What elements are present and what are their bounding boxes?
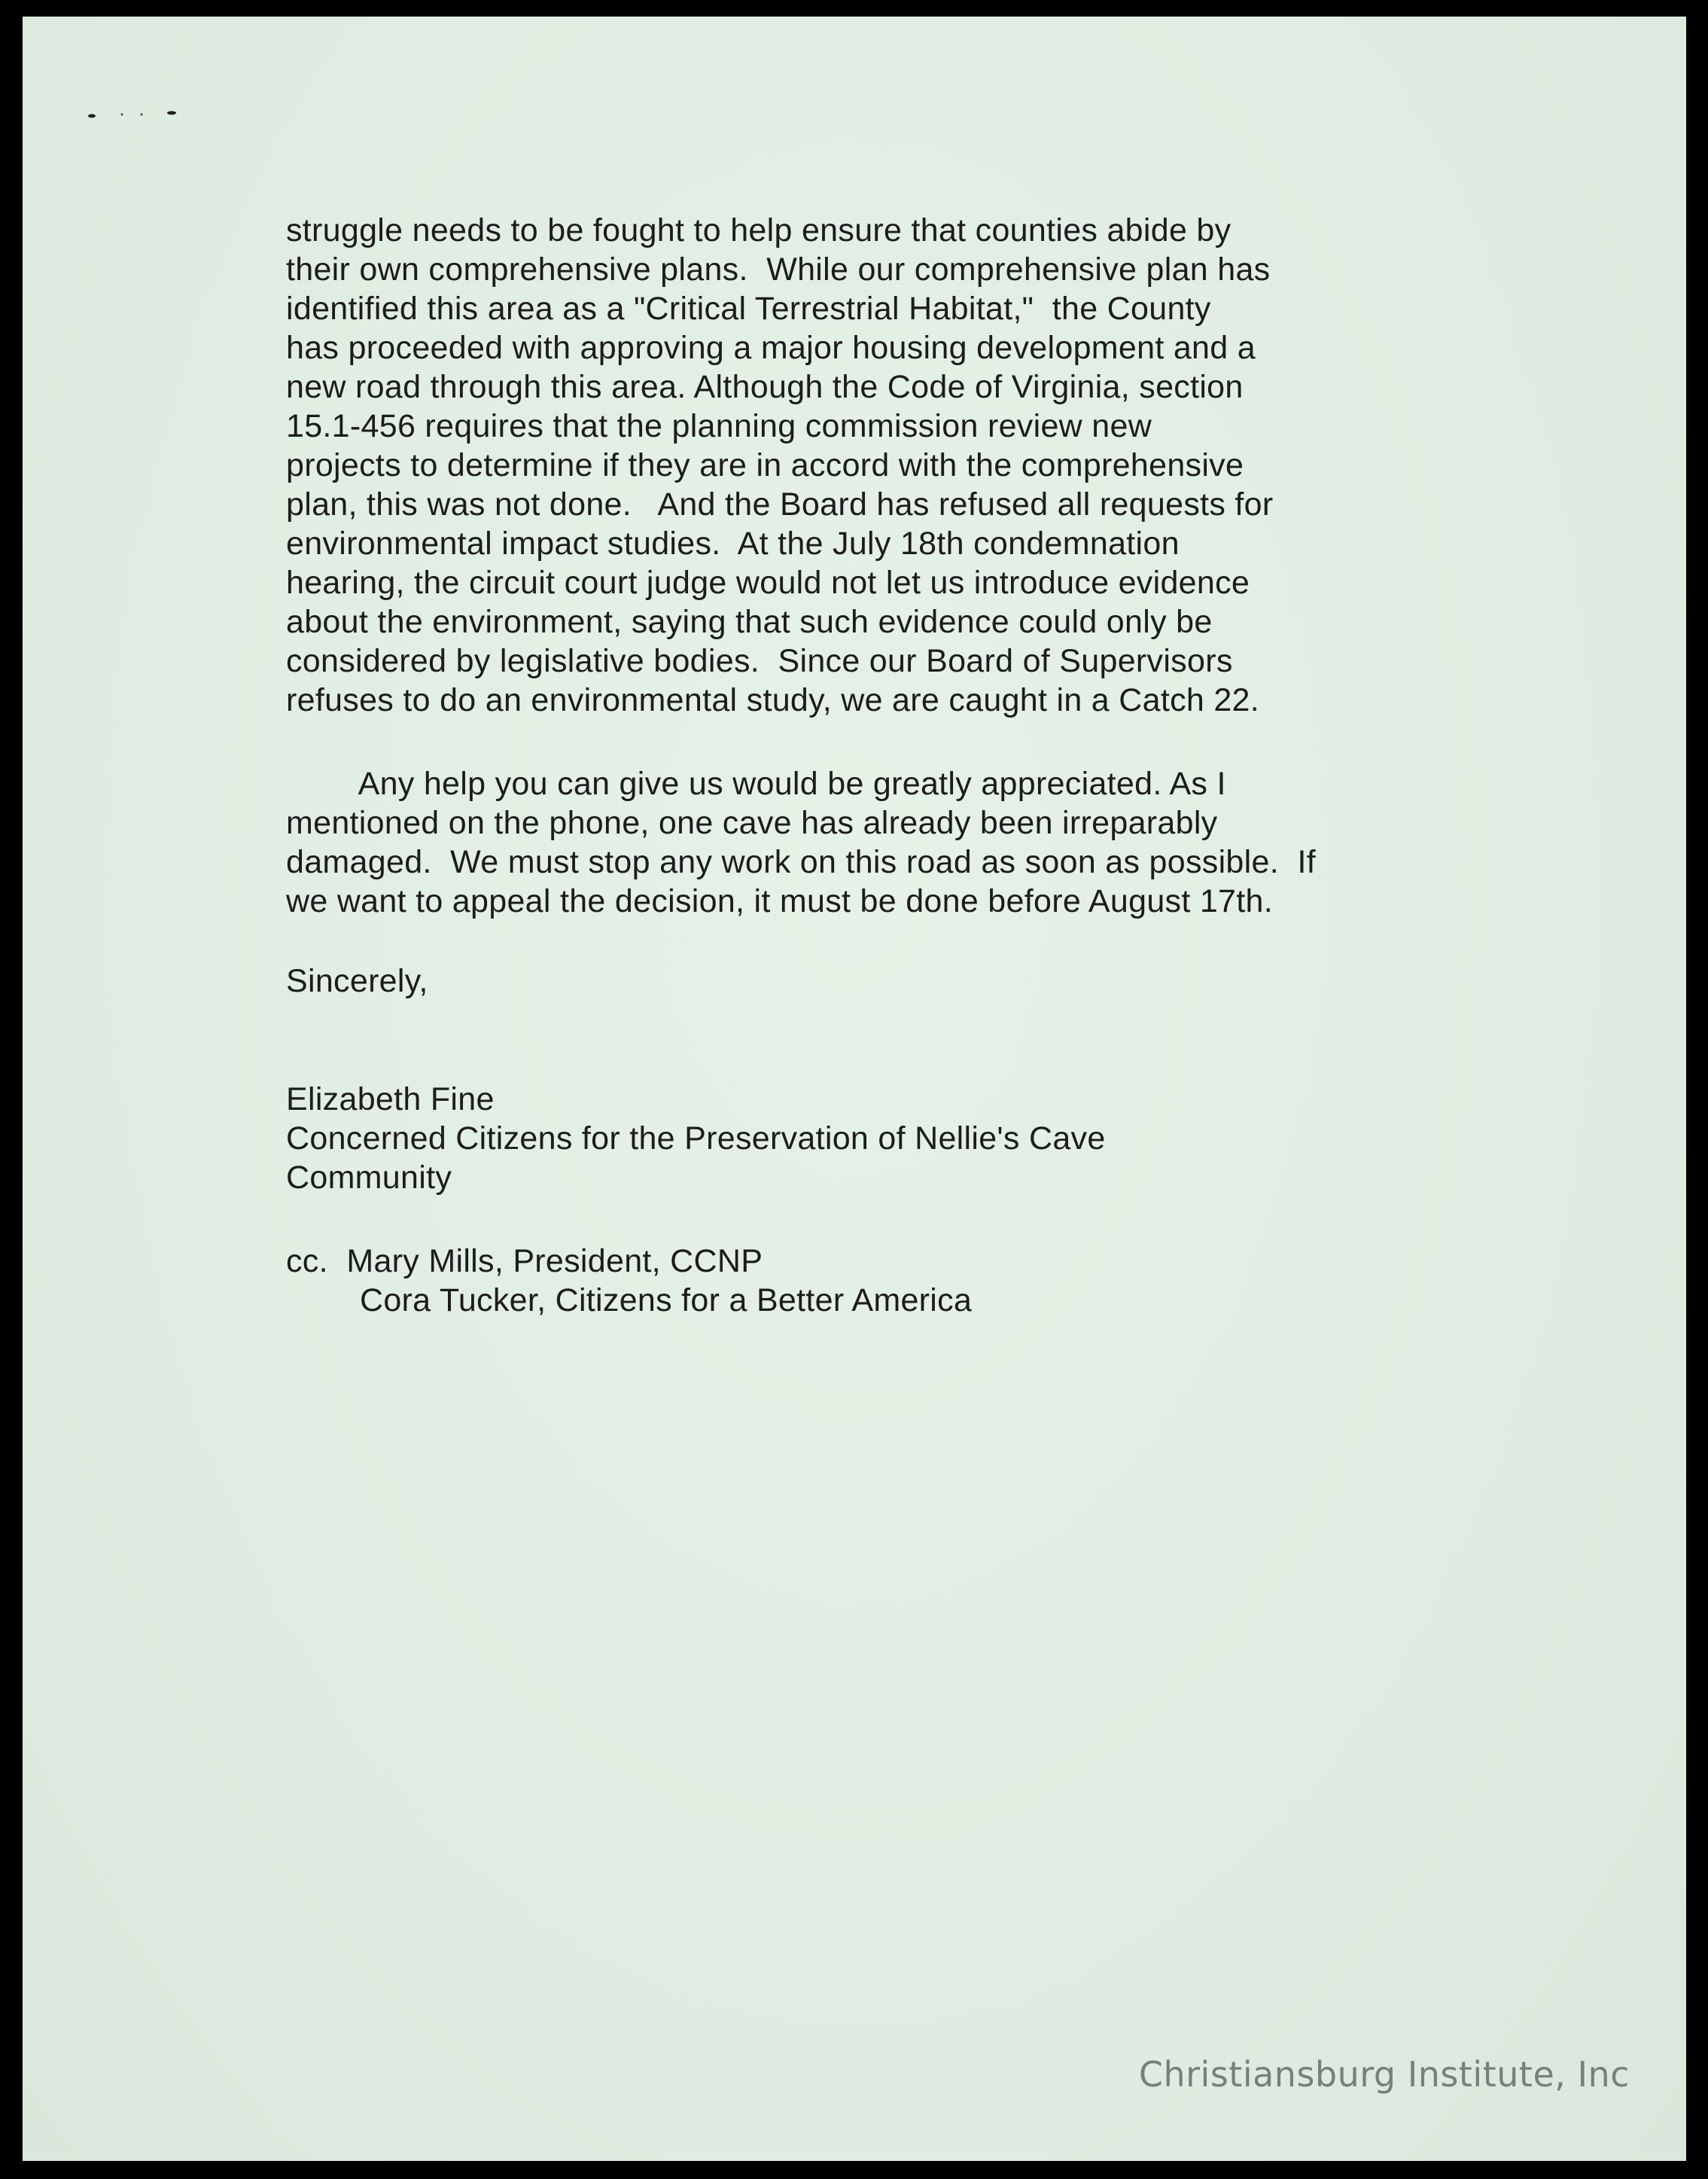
body-line: 15.1-456 requires that the planning commission review new: [286, 408, 1152, 444]
body-line: new road through this area. Although the Code of Virginia, section: [286, 369, 1244, 405]
body-line: has proceeded with approving a major housing development and a: [286, 330, 1256, 366]
body-line: struggle needs to be fought to help ensure that counties abide by: [286, 212, 1232, 248]
body-line: considered by legislative bodies. Since our Board of Supervisors: [286, 643, 1233, 679]
cc-line: Cora Tucker, Citizens for a Better America: [286, 1282, 973, 1318]
signer-organization-cont: Community: [286, 1160, 452, 1196]
body-line: about the environment, saying that such evidence could only be: [286, 604, 1213, 640]
closing: Sincerely,: [286, 963, 428, 999]
signer-organization: Concerned Citizens for the Preservation of Nellie's Cave: [286, 1120, 1106, 1157]
body-line: hearing, the circuit court judge would not let us introduce evidence: [286, 565, 1250, 601]
body-line: projects to determine if they are in accord with the comprehensive: [286, 447, 1244, 483]
punch-marks: [83, 93, 188, 123]
body-line: mentioned on the phone, one cave has already been irreparably: [286, 805, 1218, 841]
letter-page: [23, 17, 1686, 2161]
body-line: we want to appeal the decision, it must be done before August 17th.: [286, 883, 1273, 919]
body-line: their own comprehensive plans. While our comprehensive plan has: [286, 251, 1271, 288]
signer-name: Elizabeth Fine: [286, 1081, 495, 1117]
archive-watermark: Christiansburg Institute, Inc: [1138, 2054, 1630, 2095]
body-line: Any help you can give us would be greatly appreciated. As I: [286, 766, 1226, 802]
body-line: plan, this was not done. And the Board has refused all requests for: [286, 486, 1274, 523]
body-line: refuses to do an environmental study, we are caught in a Catch 22.: [286, 682, 1260, 718]
body-line: damaged. We must stop any work on this road as soon as possible. If: [286, 844, 1316, 880]
cc-line: cc. Mary Mills, President, CCNP: [286, 1243, 763, 1279]
body-line: identified this area as a "Critical Terrestrial Habitat," the County: [286, 291, 1211, 327]
body-line: environmental impact studies. At the July 18th condemnation: [286, 526, 1180, 562]
